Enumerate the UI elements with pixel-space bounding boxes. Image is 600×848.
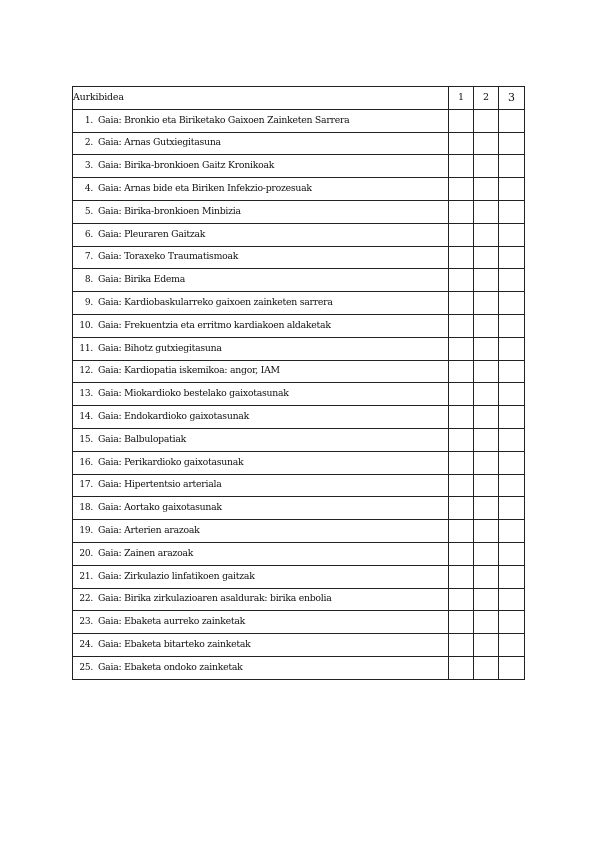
check-cell-2[interactable] xyxy=(474,269,499,292)
table-row xyxy=(73,474,525,497)
topic-number: 1. xyxy=(84,115,93,126)
check-cell-1[interactable] xyxy=(449,269,474,292)
topic-title: Gaia: Arterien arazoak xyxy=(98,525,200,537)
check-cell-3[interactable] xyxy=(499,200,525,223)
topic-cell xyxy=(73,634,449,657)
topic-cell xyxy=(73,656,449,679)
topic-number: 5. xyxy=(84,206,93,217)
table-row xyxy=(73,314,525,337)
check-cell-1[interactable] xyxy=(449,474,474,497)
check-cell-1[interactable] xyxy=(449,337,474,360)
topic-cell xyxy=(73,611,449,634)
check-cell-2[interactable] xyxy=(474,246,499,269)
topic-number: 12. xyxy=(79,366,93,377)
check-cell-1[interactable] xyxy=(449,383,474,406)
check-cell-1[interactable] xyxy=(449,360,474,383)
check-cell-1[interactable] xyxy=(449,292,474,315)
table-row xyxy=(73,269,525,292)
topic-cell xyxy=(73,520,449,543)
topic-cell xyxy=(73,542,449,565)
topic-number: 10. xyxy=(79,320,93,331)
check-cell-2[interactable] xyxy=(474,337,499,360)
topic-number: 6. xyxy=(84,229,93,240)
topic-number: 11. xyxy=(79,343,93,354)
topic-cell xyxy=(73,223,449,246)
check-cell-1[interactable] xyxy=(449,314,474,337)
table-row xyxy=(73,588,525,611)
table-row xyxy=(73,246,525,269)
check-cell-1[interactable] xyxy=(449,565,474,588)
check-cell-1[interactable] xyxy=(449,428,474,451)
topic-cell xyxy=(73,474,449,497)
column-header-2: 2 xyxy=(474,87,499,110)
check-cell-2[interactable] xyxy=(474,155,499,178)
check-cell-1[interactable] xyxy=(449,178,474,201)
topic-number: 13. xyxy=(79,389,93,400)
table-row xyxy=(73,292,525,315)
table-row xyxy=(73,565,525,588)
check-cell-1[interactable] xyxy=(449,542,474,565)
check-cell-2[interactable] xyxy=(474,520,499,543)
check-cell-3[interactable] xyxy=(499,292,525,315)
check-cell-1[interactable] xyxy=(449,588,474,611)
check-cell-1[interactable] xyxy=(449,406,474,429)
check-cell-3[interactable] xyxy=(499,360,525,383)
topic-number: 18. xyxy=(79,503,93,514)
topic-title: Gaia: Zirkulazio linfatikoen gaitzak xyxy=(98,570,255,582)
check-cell-3[interactable] xyxy=(499,246,525,269)
topic-title: Gaia: Birika Edema xyxy=(98,274,186,286)
check-cell-3[interactable] xyxy=(499,588,525,611)
topic-cell xyxy=(73,292,449,315)
check-cell-2[interactable] xyxy=(474,565,499,588)
topic-title: Gaia: Kardiobaskularreko gaixoen zainketen sarrera xyxy=(98,297,333,309)
topic-title: Gaia: Bronkio eta Biriketako Gaixoen Zainketen Sarrera xyxy=(98,114,350,126)
table-row xyxy=(73,634,525,657)
topic-number: 14. xyxy=(79,412,93,423)
check-cell-3[interactable] xyxy=(499,223,525,246)
topic-title: Gaia: Pleuraren Gaitzak xyxy=(98,228,206,240)
topic-cell xyxy=(73,155,449,178)
topic-number: 3. xyxy=(84,161,93,172)
topic-cell xyxy=(73,314,449,337)
check-cell-3[interactable] xyxy=(499,634,525,657)
topic-cell xyxy=(73,200,449,223)
check-cell-2[interactable] xyxy=(474,223,499,246)
topic-cell xyxy=(73,178,449,201)
table-row xyxy=(73,155,525,178)
topic-title: Gaia: Hipertentsio arteriala xyxy=(98,479,222,491)
table-row xyxy=(73,497,525,520)
check-cell-2[interactable] xyxy=(474,406,499,429)
table-row xyxy=(73,520,525,543)
topic-cell xyxy=(73,451,449,474)
topic-number: 22. xyxy=(79,594,93,605)
column-header-1: 1 xyxy=(449,87,474,110)
topic-cell xyxy=(73,132,449,155)
check-cell-3[interactable] xyxy=(499,497,525,520)
table-row xyxy=(73,406,525,429)
check-cell-3[interactable] xyxy=(499,269,525,292)
check-cell-1[interactable] xyxy=(449,451,474,474)
topic-cell xyxy=(73,428,449,451)
topic-title: Gaia: Arnas Gutxiegitasuna xyxy=(98,137,221,149)
column-header-3: 3 xyxy=(499,87,525,110)
check-cell-2[interactable] xyxy=(474,383,499,406)
topic-title: Gaia: Zainen arazoak xyxy=(98,547,194,559)
table-row xyxy=(73,200,525,223)
check-cell-1[interactable] xyxy=(449,109,474,132)
topic-cell xyxy=(73,337,449,360)
check-cell-3[interactable] xyxy=(499,109,525,132)
check-cell-2[interactable] xyxy=(474,132,499,155)
check-cell-1[interactable] xyxy=(449,132,474,155)
check-cell-2[interactable] xyxy=(474,200,499,223)
table-row xyxy=(73,656,525,679)
topic-title: Gaia: Toraxeko Traumatismoak xyxy=(98,251,239,263)
topic-title: Gaia: Birika-bronkioen Gaitz Kronikoak xyxy=(98,160,275,172)
table-row xyxy=(73,109,525,132)
table-header-row xyxy=(73,87,525,110)
topic-number: 17. xyxy=(79,480,93,491)
check-cell-2[interactable] xyxy=(474,178,499,201)
topic-cell xyxy=(73,383,449,406)
check-cell-1[interactable] xyxy=(449,246,474,269)
check-cell-3[interactable] xyxy=(499,132,525,155)
check-cell-1[interactable] xyxy=(449,656,474,679)
check-cell-1[interactable] xyxy=(449,200,474,223)
check-cell-3[interactable] xyxy=(499,428,525,451)
check-cell-1[interactable] xyxy=(449,223,474,246)
topic-number: 21. xyxy=(79,571,93,582)
check-cell-2[interactable] xyxy=(474,588,499,611)
topic-cell xyxy=(73,406,449,429)
check-cell-2[interactable] xyxy=(474,474,499,497)
table-row xyxy=(73,178,525,201)
topic-title: Gaia: Ebaketa bitarteko zainketak xyxy=(98,639,251,651)
topic-number: 25. xyxy=(79,662,93,673)
topic-title: Gaia: Endokardioko gaixotasunak xyxy=(98,411,249,423)
check-cell-2[interactable] xyxy=(474,314,499,337)
check-cell-1[interactable] xyxy=(449,520,474,543)
check-cell-3[interactable] xyxy=(499,337,525,360)
topic-title: Gaia: Kardiopatia iskemikoa: angor, IAM xyxy=(98,365,280,377)
topic-number: 4. xyxy=(84,184,93,195)
table-row xyxy=(73,337,525,360)
topic-title: Gaia: Frekuentzia eta erritmo kardiakoen aldaketak xyxy=(98,319,331,331)
check-cell-3[interactable] xyxy=(499,611,525,634)
topic-number: 15. xyxy=(79,434,93,445)
table-title: Aurkibidea xyxy=(73,87,449,110)
topic-cell xyxy=(73,109,449,132)
topic-cell xyxy=(73,246,449,269)
topic-title: Gaia: Birika zirkulazioaren asaldurak: birika enbolia xyxy=(98,593,332,605)
table-row xyxy=(73,132,525,155)
topic-number: 2. xyxy=(84,138,93,149)
topic-number: 16. xyxy=(79,457,93,468)
topic-title: Gaia: Miokardioko bestelako gaixotasunak xyxy=(98,388,289,400)
topic-cell xyxy=(73,360,449,383)
table-of-contents xyxy=(72,86,525,680)
topic-number: 24. xyxy=(79,640,93,651)
check-cell-2[interactable] xyxy=(474,634,499,657)
topic-number: 8. xyxy=(84,275,93,286)
topic-title: Gaia: Birika-bronkioen Minbizia xyxy=(98,205,241,217)
topic-title: Gaia: Perikardioko gaixotasunak xyxy=(98,456,244,468)
check-cell-2[interactable] xyxy=(474,451,499,474)
table-row xyxy=(73,542,525,565)
check-cell-1[interactable] xyxy=(449,155,474,178)
table-row xyxy=(73,383,525,406)
check-cell-2[interactable] xyxy=(474,292,499,315)
table-row xyxy=(73,223,525,246)
check-cell-2[interactable] xyxy=(474,109,499,132)
topic-cell xyxy=(73,497,449,520)
check-cell-1[interactable] xyxy=(449,611,474,634)
topic-number: 7. xyxy=(84,252,93,263)
table-row xyxy=(73,360,525,383)
topic-title: Gaia: Balbulopatiak xyxy=(98,433,187,445)
topic-cell xyxy=(73,565,449,588)
check-cell-3[interactable] xyxy=(499,474,525,497)
table-body xyxy=(73,109,525,679)
topic-number: 9. xyxy=(84,298,93,309)
check-cell-3[interactable] xyxy=(499,314,525,337)
topic-title: Gaia: Ebaketa aurreko zainketak xyxy=(98,616,246,628)
topic-number: 20. xyxy=(79,548,93,559)
check-cell-3[interactable] xyxy=(499,155,525,178)
check-cell-1[interactable] xyxy=(449,634,474,657)
topic-title: Gaia: Aortako gaixotasunak xyxy=(98,502,222,514)
table-row xyxy=(73,611,525,634)
topic-title: Gaia: Ebaketa ondoko zainketak xyxy=(98,661,243,673)
table-row xyxy=(73,451,525,474)
check-cell-3[interactable] xyxy=(499,565,525,588)
topic-number: 23. xyxy=(79,617,93,628)
check-cell-2[interactable] xyxy=(474,360,499,383)
check-cell-2[interactable] xyxy=(474,428,499,451)
topic-title: Gaia: Arnas bide eta Biriken Infekzio-prozesuak xyxy=(98,183,312,195)
topic-cell xyxy=(73,588,449,611)
check-cell-2[interactable] xyxy=(474,497,499,520)
check-cell-3[interactable] xyxy=(499,406,525,429)
check-cell-2[interactable] xyxy=(474,611,499,634)
check-cell-1[interactable] xyxy=(449,497,474,520)
check-cell-3[interactable] xyxy=(499,656,525,679)
check-cell-2[interactable] xyxy=(474,656,499,679)
topic-cell xyxy=(73,269,449,292)
topic-title: Gaia: Bihotz gutxiegitasuna xyxy=(98,342,222,354)
check-cell-3[interactable] xyxy=(499,542,525,565)
check-cell-3[interactable] xyxy=(499,520,525,543)
check-cell-3[interactable] xyxy=(499,383,525,406)
table-row xyxy=(73,428,525,451)
check-cell-3[interactable] xyxy=(499,451,525,474)
check-cell-2[interactable] xyxy=(474,542,499,565)
check-cell-3[interactable] xyxy=(499,178,525,201)
topic-number: 19. xyxy=(79,526,93,537)
